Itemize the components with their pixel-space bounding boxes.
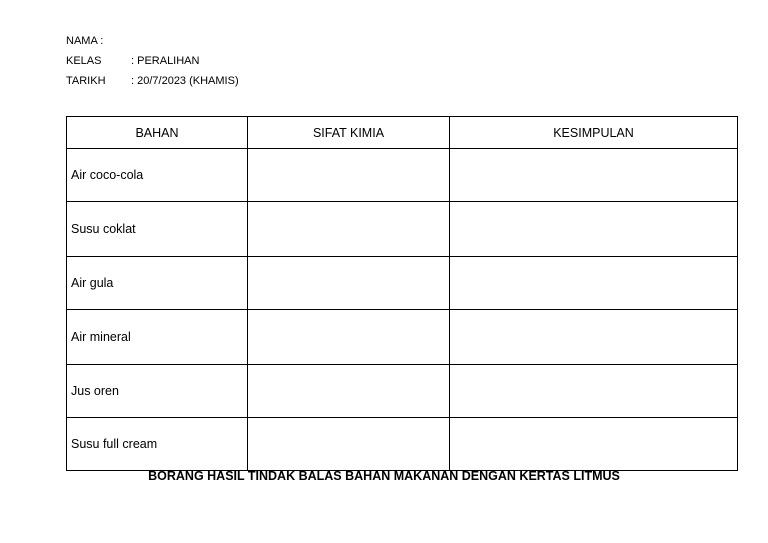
sifat-kimia-cell[interactable] bbox=[248, 310, 450, 365]
bahan-cell: Air gula bbox=[67, 257, 248, 310]
nama-row bbox=[66, 31, 239, 51]
column-header-bahan: BAHAN bbox=[67, 117, 248, 149]
column-header-kesimpulan: KESIMPULAN bbox=[450, 117, 738, 149]
kesimpulan-cell[interactable] bbox=[450, 310, 738, 365]
bahan-cell: Susu coklat bbox=[67, 202, 248, 257]
table-row bbox=[67, 257, 738, 310]
kelas-value: : PERALIHAN bbox=[131, 55, 200, 67]
table-row bbox=[67, 418, 738, 471]
bahan-cell: Air coco-cola bbox=[67, 149, 248, 202]
sifat-kimia-cell[interactable] bbox=[248, 202, 450, 257]
nama-label: NAMA : bbox=[66, 35, 104, 47]
table-header-row bbox=[67, 117, 738, 149]
sifat-kimia-cell[interactable] bbox=[248, 365, 450, 418]
table-row bbox=[67, 310, 738, 365]
results-table bbox=[66, 116, 738, 471]
sifat-kimia-cell[interactable] bbox=[248, 257, 450, 310]
tarikh-value: : 20/7/2023 (KHAMIS) bbox=[131, 75, 239, 87]
table-row bbox=[67, 149, 738, 202]
kelas-row bbox=[66, 51, 239, 71]
bahan-cell: Air mineral bbox=[67, 310, 248, 365]
tarikh-label: TARIKH bbox=[66, 75, 106, 87]
kesimpulan-cell[interactable] bbox=[450, 257, 738, 310]
table-row bbox=[67, 365, 738, 418]
kesimpulan-cell[interactable] bbox=[450, 149, 738, 202]
table-caption: BORANG HASIL TINDAK BALAS BAHAN MAKANAN DENGAN KERTAS LITMUS bbox=[148, 469, 620, 483]
kelas-label: KELAS bbox=[66, 55, 102, 67]
kesimpulan-cell[interactable] bbox=[450, 365, 738, 418]
column-header-sifat-kimia: SIFAT KIMIA bbox=[248, 117, 450, 149]
tarikh-row bbox=[66, 71, 239, 91]
document-header bbox=[66, 31, 239, 91]
sifat-kimia-cell[interactable] bbox=[248, 418, 450, 471]
kesimpulan-cell[interactable] bbox=[450, 418, 738, 471]
kesimpulan-cell[interactable] bbox=[450, 202, 738, 257]
sifat-kimia-cell[interactable] bbox=[248, 149, 450, 202]
bahan-cell: Jus oren bbox=[67, 365, 248, 418]
table-row bbox=[67, 202, 738, 257]
bahan-cell: Susu full cream bbox=[67, 418, 248, 471]
